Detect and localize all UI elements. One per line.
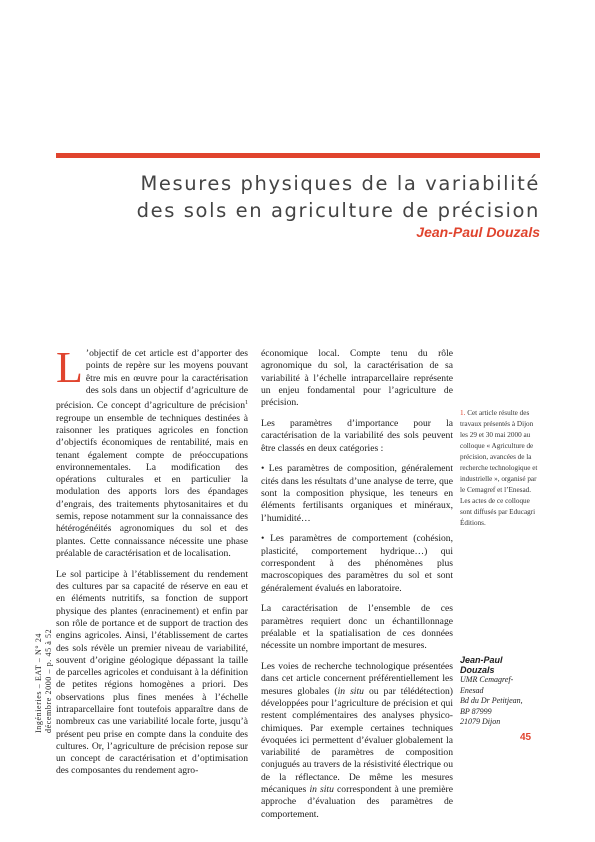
research-a: Les voies de recherche technologique présentées dans cet article concernent préférentiellement les mesures globales ( (261, 661, 453, 697)
side-info-line-1: Ingénieries – EAT – N° 24 (34, 632, 43, 733)
research-b: ou par télédétection) développées pour l’agriculture de précision et qui restent complémentaires des analyses physico-chimiques. Par exemple certaines techniques évoquées ici permettent d’évaluer globalement la variabilité de paramètres de composition conjugués au travers de la résistivité électrique ou de la réflectance. De même les mesures mécaniques (261, 685, 453, 795)
research-c: correspondent à une première approche d’évaluation des paramètres de comportement. (261, 784, 454, 820)
intro-rest: regroupe un ensemble de techniques destinées à raisonner les pratiques agricoles en fonction d’objectifs économiques de rentabilité, mais en tenant également compte de préoccupations environnementales. La modification des opérations culturales et en particulier la modulation des apports lors des épandages d’engrais, des traitements phytosanitaires et du semis, repose notamment sur la connaissance des hétérogénéités agronomiques du sol et des plantes. Cette connaissance nécessite une phase préalable de caractérisation et de localisation. (56, 412, 248, 559)
article-title (56, 170, 540, 224)
paragraph-research (261, 661, 453, 821)
affil-name-2: Douzals (460, 665, 495, 675)
footnote-text: Cet article résulte des travaux présentés à Dijon les 29 et 30 mai 2000 au colloque « Agriculture de précision, avancées de la recherche technologique et industrielle », organisé par le Cemagref et l’Enesad. Les actes de ce colloque sont diffusés par Educagri Éditions. (460, 409, 538, 527)
affil-line-2: Enesad (460, 685, 484, 695)
in-situ-2: in situ (309, 784, 334, 795)
page-number: 45 (520, 732, 532, 743)
article-author: Jean-Paul Douzals (416, 224, 540, 240)
paragraph-sampling: La caractérisation de l’ensemble de ces paramètres requiert donc un échantillonnage préalable et la spatialisation de ces données nécessite un nombre important de mesures. (261, 603, 453, 652)
drop-cap: L (56, 343, 83, 392)
author-affiliation (460, 655, 550, 728)
affil-line-5: 21079 Dijon (460, 717, 501, 726)
paragraph-params: Les paramètres d’importance pour la caractérisation de la variabilité des sols peuvent être classés en deux catégories : (261, 417, 453, 454)
affil-line-4: BP 87999 (460, 706, 492, 716)
affil-line-1: UMR Cemagref- (460, 675, 514, 684)
intro-lead: ’objectif de cet article est d’apporter des points de repère sur les moyens pouvant être mis en œuvre pour la caractérisation des sols dans un objectif d’agriculture de précision. Ce concept d’agriculture de précision (56, 348, 248, 412)
title-line-2: des sols en agriculture de précision (136, 199, 540, 222)
header-rule (56, 153, 540, 158)
title-line-1: Mesures physiques de la variabilité (140, 172, 540, 195)
in-situ-1: in situ (337, 685, 364, 697)
footnote-ref: 1 (245, 400, 248, 407)
footnote-number: 1. (460, 409, 466, 417)
bullet-composition: • Les paramètres de composition, généralement cités dans les résultats d’une analyse de terre, que sont la composition physique, les teneurs en éléments fertilisants organiques et minéraux, l’humidité… (261, 463, 453, 524)
paragraph-soil: Le sol participe à l’établissement du rendement des cultures par sa capacité de réserve en eau et en éléments nutritifs, sa fonction de support physique des plantes (enracinement) et enfin par son rôle de portance et de support de traction des engins agricoles. Ainsi, l’établissement de cartes des sols révèle un premier niveau de variabilité, souvent d’origine géologique dépassant la taille de parcelles agricoles et conduisant à la définition de petites régions homogènes a priori. Des observations plus fines menées à l’échelle intraparcellaire font toutefois apparaître dans de nombreux cas une variabilité locale forte, jusqu’à présent peu prise en compte dans la conduite des cultures. Or, l’agriculture de précision repose sur un concept de caractérisation et d’optimisation des composantes du rendement agro- (56, 568, 248, 777)
paragraph-intro (56, 343, 248, 560)
text-column-1 (56, 343, 248, 786)
paragraph-agro: économique local. Compte tenu du rôle agronomique du sol, la caractérisation de sa variabilité à l’échelle intraparcellaire représente un enjeu fondamental pour l’agriculture de précision. (261, 348, 453, 409)
affil-line-3: Bd du Dr Petitjean, (460, 696, 523, 705)
footnote (460, 408, 542, 529)
bullet-behaviour: • Les paramètres de comportement (cohésion, plasticité, comportement hydrique…) qui correspondent à des phénomènes plus macroscopiques des paramètres du sol et sont généralement évalués en laboratoire. (261, 533, 453, 594)
text-column-2 (261, 348, 453, 829)
side-info-line-2: décembre 2000 – p. 45 à 52 (44, 628, 53, 733)
affil-name-1: Jean-Paul (460, 655, 503, 665)
journal-side-info (34, 613, 54, 733)
